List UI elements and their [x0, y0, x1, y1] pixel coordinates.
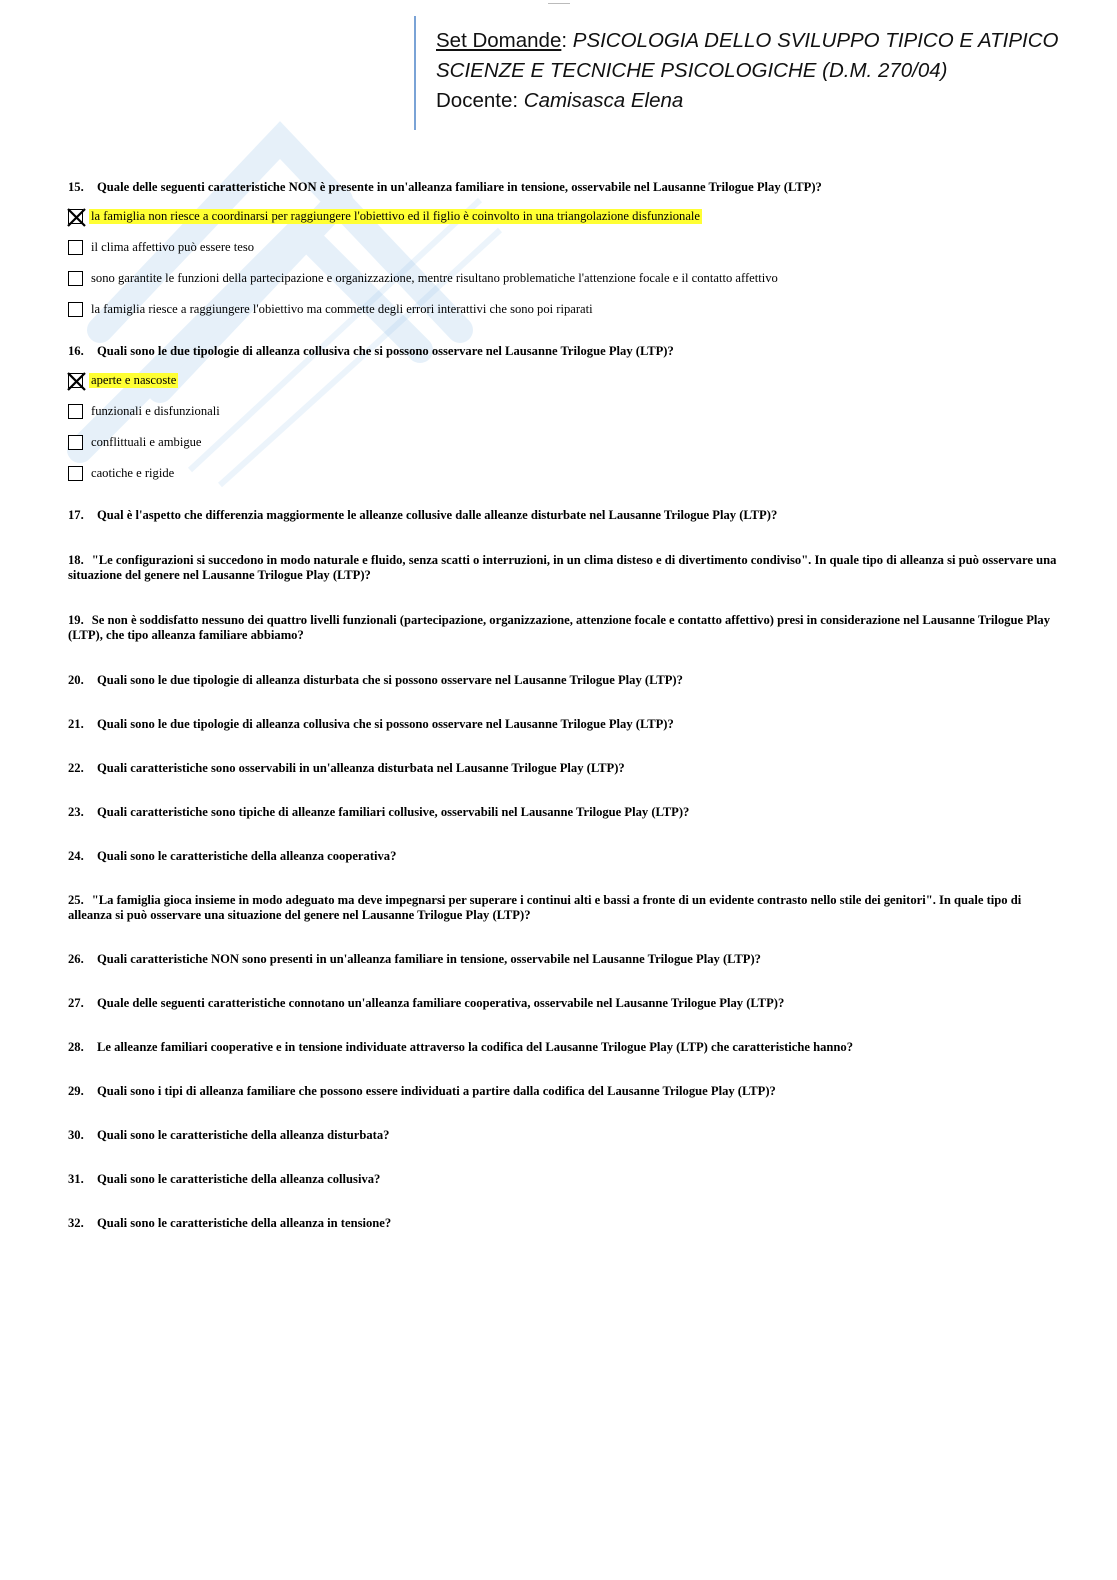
answer-option[interactable]	[68, 434, 1058, 451]
question-block	[68, 1172, 1058, 1187]
checkbox[interactable]	[68, 435, 83, 450]
question-text-row	[68, 1084, 1058, 1099]
question-number: 30.	[68, 1128, 84, 1142]
question-text: Quali sono le caratteristiche della alleanza in tensione?	[97, 1216, 392, 1230]
question-number: 27.	[68, 996, 84, 1010]
question-block	[68, 344, 1058, 482]
question-number: 28.	[68, 1040, 84, 1054]
question-number: 17.	[68, 508, 84, 522]
top-tick-mark	[548, 3, 570, 4]
answer-option[interactable]	[68, 372, 1058, 389]
checkbox[interactable]	[68, 404, 83, 419]
question-text: Quali caratteristiche NON sono presenti in un'alleanza familiare in tensione, osservabile nel Lausanne Trilogue Play (LTP)?	[97, 952, 761, 966]
answer-option[interactable]	[68, 208, 1058, 225]
question-text: Quali sono le due tipologie di alleanza collusiva che si possono osservare nel Lausanne Trilogue Play (LTP)?	[97, 717, 674, 731]
question-text: Quale delle seguenti caratteristiche connotano un'alleanza familiare cooperativa, osservabile nel Lausanne Trilogue Play (LTP)?	[97, 996, 785, 1010]
question-text: Quali sono le due tipologie di alleanza collusiva che si possono osservare nel Lausanne Trilogue Play (LTP)?	[97, 344, 674, 358]
question-block	[68, 849, 1058, 864]
question-block	[68, 1128, 1058, 1143]
set-separator: :	[561, 29, 573, 52]
answer-option[interactable]	[68, 270, 1058, 287]
question-number: 25.	[68, 893, 84, 907]
question-text: Quali sono le caratteristiche della alleanza disturbata?	[97, 1128, 390, 1142]
question-block	[68, 893, 1058, 923]
question-number: 20.	[68, 673, 84, 687]
question-block	[68, 805, 1058, 820]
question-list	[68, 180, 1058, 1231]
question-text: Quali sono le caratteristiche della alleanza collusiva?	[97, 1172, 381, 1186]
question-block	[68, 553, 1058, 583]
question-text-row	[68, 1172, 1058, 1187]
answer-text: funzionali e disfunzionali	[91, 404, 220, 418]
set-label: Set Domande	[436, 29, 562, 52]
checkbox[interactable]	[68, 271, 83, 286]
question-block	[68, 673, 1058, 688]
question-text-row	[68, 613, 1058, 643]
question-number: 16.	[68, 344, 84, 358]
question-number: 24.	[68, 849, 84, 863]
answer-text: la famiglia non riesce a coordinarsi per raggiungere l'obiettivo ed il figlio è coinvolto in una triangolazione disfunzionale	[91, 209, 701, 223]
answer-text: la famiglia riesce a raggiungere l'obiettivo ma commette degli errori interattivi che sono poi riparati	[91, 302, 593, 316]
question-block	[68, 761, 1058, 776]
answer-text: aperte e nascoste	[91, 373, 177, 387]
question-text-row	[68, 553, 1058, 583]
question-text-row	[68, 344, 1058, 359]
question-text-row	[68, 996, 1058, 1011]
question-text-row	[68, 893, 1058, 923]
cross-mark-icon	[66, 207, 87, 228]
answer-option[interactable]	[68, 403, 1058, 420]
answer-text: caotiche e rigide	[91, 466, 175, 480]
question-text: Quali caratteristiche sono osservabili in un'alleanza disturbata nel Lausanne Trilogue Play (LTP)?	[97, 761, 625, 775]
answer-text: conflittuali e ambigue	[91, 435, 202, 449]
question-number: 26.	[68, 952, 84, 966]
question-block	[68, 1040, 1058, 1055]
question-block	[68, 952, 1058, 967]
question-text-row	[68, 761, 1058, 776]
question-text-row	[68, 508, 1058, 523]
question-block	[68, 1084, 1058, 1099]
question-block	[68, 613, 1058, 643]
question-number: 21.	[68, 717, 84, 731]
question-text-row	[68, 952, 1058, 967]
question-text-row	[68, 849, 1058, 864]
question-block	[68, 508, 1058, 523]
question-number: 18.	[68, 553, 84, 567]
question-number: 15.	[68, 180, 84, 194]
checkbox[interactable]	[68, 466, 83, 481]
answer-option[interactable]	[68, 301, 1058, 318]
question-text-row	[68, 673, 1058, 688]
question-text: Qual è l'aspetto che differenzia maggiormente le alleanze collusive dalle alleanze disturbate nel Lausanne Trilogue Play (LTP)?	[97, 508, 778, 522]
answer-text: il clima affettivo può essere teso	[91, 240, 255, 254]
teacher-name: Camisasca Elena	[523, 89, 684, 112]
checkbox[interactable]	[68, 302, 83, 317]
course-title: PSICOLOGIA DELLO SVILUPPO TIPICO E ATIPICO	[572, 29, 1059, 52]
question-number: 31.	[68, 1172, 84, 1186]
question-text: Quali sono le caratteristiche della alleanza cooperativa?	[97, 849, 397, 863]
question-text-row	[68, 1216, 1058, 1231]
question-text-row	[68, 1128, 1058, 1143]
question-number: 32.	[68, 1216, 84, 1230]
question-text-row	[68, 717, 1058, 732]
question-text-row	[68, 805, 1058, 820]
header-teacher-line	[436, 86, 1058, 116]
cross-mark-icon	[66, 371, 87, 392]
question-text: Quali sono le due tipologie di alleanza disturbata che si possono osservare nel Lausanne Trilogue Play (LTP)?	[97, 673, 683, 687]
question-text: "Le configurazioni si succedono in modo naturale e fluido, senza scatti o interruzioni, in un clima disteso e di divertimento condiviso". In quale tipo di alleanza si può osservare una situazione del genere nel Lausanne Trilogue Play (LTP)?	[68, 553, 1057, 582]
question-block	[68, 1216, 1058, 1231]
answer-list	[68, 372, 1058, 482]
question-block	[68, 996, 1058, 1011]
header-course-line	[436, 26, 1058, 56]
question-text-row	[68, 1040, 1058, 1055]
question-text: Le alleanze familiari cooperative e in tensione individuate attraverso la codifica del Lausanne Trilogue Play (LTP) che caratteristiche hanno?	[97, 1040, 854, 1054]
question-text: Quali sono i tipi di alleanza familiare che possono essere individuati a partire dalla codifica del Lausanne Trilogue Play (LTP)?	[97, 1084, 776, 1098]
question-block	[68, 180, 1058, 318]
question-number: 19.	[68, 613, 84, 627]
question-text: Quali caratteristiche sono tipiche di alleanze familiari collusive, osservabili nel Lausanne Trilogue Play (LTP)?	[97, 805, 690, 819]
question-number: 22.	[68, 761, 84, 775]
degree-title: SCIENZE E TECNICHE PSICOLOGICHE (D.M. 270/04)	[436, 59, 948, 82]
question-text: "La famiglia gioca insieme in modo adeguato ma deve impegnarsi per superare i continui alti e bassi a fronte di un evidente contrasto nello stile dei genitori". In quale tipo di alleanza si può osservare una situazione del genere nel Lausanne Trilogue Play (LTP)?	[68, 893, 1022, 922]
question-text: Quale delle seguenti caratteristiche NON è presente in un'alleanza familiare in tensione, osservabile nel Lausanne Trilogue Play (LTP)?	[97, 180, 822, 194]
checkbox-checked[interactable]	[68, 373, 83, 388]
document-header	[436, 26, 1058, 116]
checkbox-checked[interactable]	[68, 209, 83, 224]
answer-option[interactable]	[68, 465, 1058, 482]
teacher-label: Docente:	[436, 89, 519, 112]
header-divider	[414, 16, 416, 130]
question-number: 29.	[68, 1084, 84, 1098]
answer-text: sono garantite le funzioni della partecipazione e organizzazione, mentre risultano problematiche l'attenzione focale e il contatto affettivo	[91, 271, 778, 285]
question-text: Se non è soddisfatto nessuno dei quattro livelli funzionali (partecipazione, organizzazione, attenzione focale e contatto affettivo) presi in considerazione nel Lausanne Trilogue Play (LTP), che tipo alleanza familiare abbiamo?	[68, 613, 1050, 642]
checkbox[interactable]	[68, 240, 83, 255]
question-number: 23.	[68, 805, 84, 819]
question-block	[68, 717, 1058, 732]
answer-list	[68, 208, 1058, 318]
answer-option[interactable]	[68, 239, 1058, 256]
question-text-row	[68, 180, 1058, 195]
